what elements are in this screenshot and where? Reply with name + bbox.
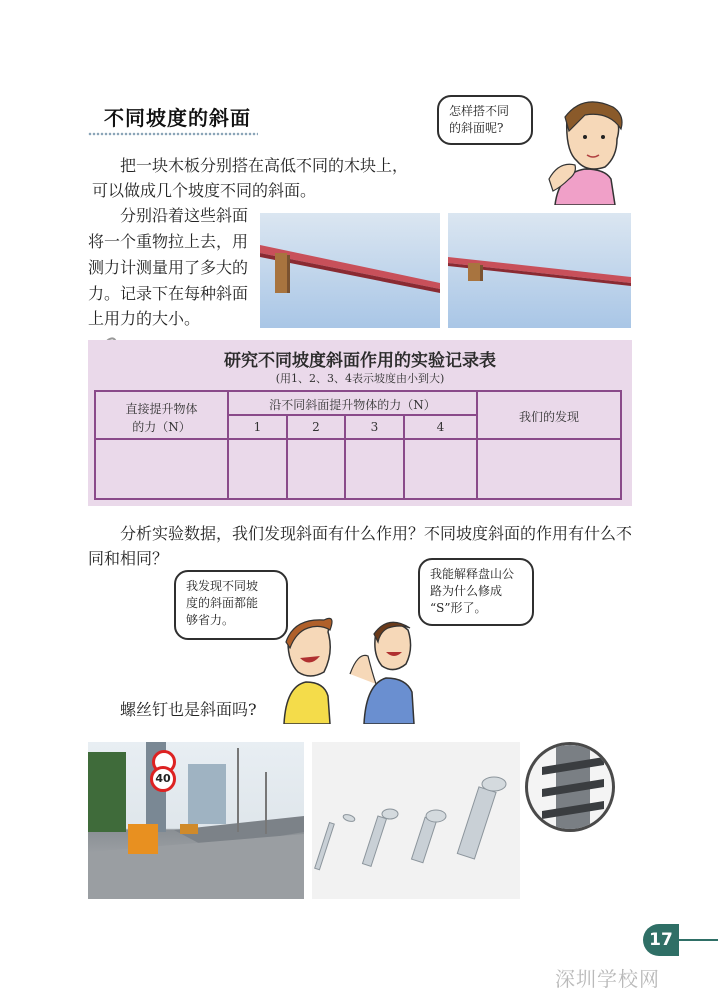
boy-right-speech-bubble bbox=[418, 558, 534, 626]
side-line-3: 测力计测量用了多大的 bbox=[88, 258, 249, 277]
boy-right-bubble-line-3: “S”形了。 bbox=[430, 601, 487, 615]
intro-line-1: 把一块木板分别搭在高低不同的木块上， bbox=[120, 156, 409, 175]
screw-thread-closeup bbox=[525, 742, 615, 832]
col-direct-force-line-1: 直接提升物体 bbox=[125, 402, 198, 416]
col-direct-force-line-2: 的力（N） bbox=[132, 420, 191, 434]
girl-bubble-line-1: 怎样搭不同 bbox=[449, 104, 510, 118]
slope-number-4: 4 bbox=[436, 420, 445, 434]
table-subtitle: (用1、2、3、4表示坡度由小到大) bbox=[275, 372, 445, 385]
analysis-line-1: 分析实验数据，我们发现斜面有什么作用？不同坡度斜面的作用有什么不 bbox=[120, 524, 633, 543]
side-line-4: 力。记录下在每种斜面 bbox=[88, 284, 249, 303]
screw-question: 螺丝钉也是斜面吗? bbox=[120, 700, 257, 719]
col-slope-force: 沿不同斜面提升物体的力（N） bbox=[269, 398, 436, 412]
boy-right-bubble-line-2: 路为什么修成 bbox=[430, 584, 503, 598]
table-grid bbox=[94, 390, 622, 500]
boy-left-bubble-line-1: 我发现不同坡 bbox=[186, 579, 259, 593]
screws-photo bbox=[312, 742, 520, 899]
girl-bubble-line-2: 的斜面呢? bbox=[449, 121, 504, 135]
slope-number-3: 3 bbox=[370, 420, 379, 434]
mountain-road-photo bbox=[88, 742, 304, 899]
side-line-1: 分别沿着这些斜面 bbox=[120, 206, 249, 225]
slope-photo-gentle bbox=[448, 213, 631, 328]
analysis-line-2: 同和相同？ bbox=[88, 549, 169, 568]
boy-right-bubble-line-1: 我能解释盘山公 bbox=[430, 567, 515, 581]
boy-left-speech-bubble bbox=[174, 570, 288, 640]
intro-line-2: 可以做成几个坡度不同的斜面。 bbox=[92, 181, 317, 200]
side-line-5: 上用力的大小。 bbox=[88, 309, 201, 328]
slope-number-2: 2 bbox=[312, 420, 320, 434]
section-title: 不同坡度的斜面 bbox=[104, 106, 251, 130]
title-underline bbox=[88, 131, 258, 137]
slope-photo-steep bbox=[260, 213, 440, 328]
col-findings: 我们的发现 bbox=[518, 410, 579, 424]
girl-speech-bubble bbox=[437, 95, 533, 145]
boy-left-bubble-line-2: 度的斜面都能 bbox=[186, 596, 259, 610]
side-line-2: 将一个重物拉上去，用 bbox=[88, 232, 249, 251]
table-title: 研究不同坡度斜面作用的实验记录表 bbox=[224, 351, 496, 371]
speed-limit-sign: 40 bbox=[150, 766, 176, 792]
slope-number-1: 1 bbox=[253, 420, 262, 434]
page-number-rule bbox=[676, 939, 718, 941]
page-number: 17 bbox=[643, 924, 679, 956]
girl-illustration bbox=[525, 95, 645, 205]
record-table bbox=[88, 340, 632, 506]
boy-left-bubble-line-3: 够省力。 bbox=[186, 613, 235, 627]
boys-illustration bbox=[280, 612, 420, 724]
watermark: 深圳学校网 bbox=[555, 967, 660, 991]
